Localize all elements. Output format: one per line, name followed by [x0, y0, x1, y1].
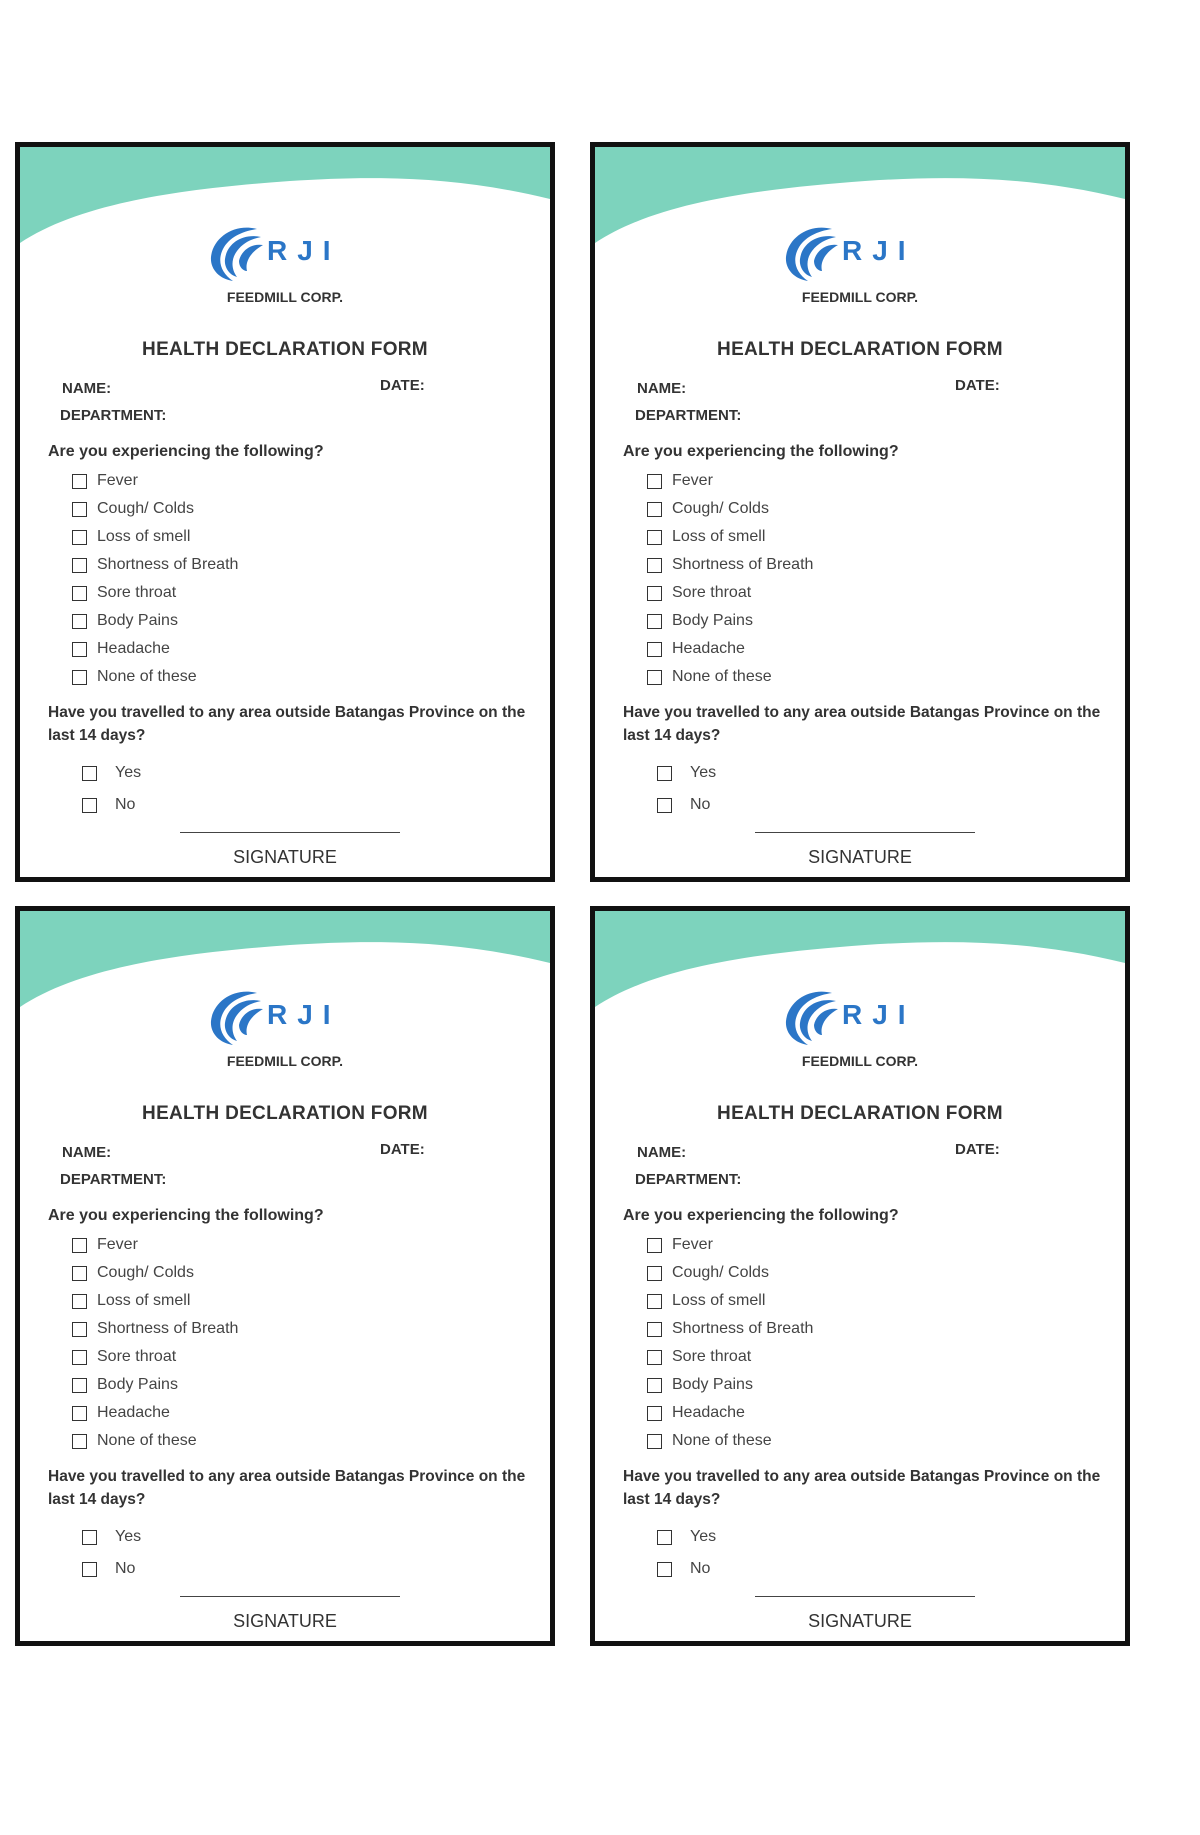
checkbox[interactable] [82, 1530, 97, 1545]
answer-label: No [115, 1560, 136, 1577]
symptom-item[interactable] [647, 1231, 813, 1259]
department-label: DEPARTMENT: [60, 407, 167, 424]
symptom-item[interactable] [72, 523, 238, 551]
symptom-item[interactable] [647, 579, 813, 607]
symptom-list [647, 467, 813, 691]
date-label: DATE: [380, 1141, 425, 1158]
symptom-label: Sore throat [672, 1348, 752, 1365]
checkbox[interactable] [72, 1378, 87, 1393]
symptom-label: Fever [672, 1236, 713, 1253]
symptom-label: Body Pains [97, 612, 178, 629]
symptom-item[interactable] [72, 551, 238, 579]
checkbox[interactable] [647, 1434, 662, 1449]
symptom-label: Body Pains [672, 1376, 753, 1393]
checkbox[interactable] [647, 1322, 662, 1337]
symptom-label: Headache [672, 640, 745, 657]
company-name: FEEDMILL CORP. [801, 289, 919, 305]
symptom-label: None of these [97, 1432, 197, 1449]
symptom-item[interactable] [72, 1287, 238, 1315]
checkbox[interactable] [647, 1378, 662, 1393]
symptoms-question: Are you experiencing the following? [48, 443, 324, 460]
checkbox[interactable] [72, 1434, 87, 1449]
signature-label: SIGNATURE [808, 1611, 912, 1631]
name-label: NAME: [62, 380, 112, 397]
symptom-item[interactable] [647, 1315, 813, 1343]
checkbox[interactable] [72, 558, 87, 573]
symptom-label: Cough/ Colds [97, 1264, 194, 1281]
symptom-item[interactable] [72, 1315, 238, 1343]
answer-label: Yes [115, 764, 142, 781]
symptom-label: Headache [97, 640, 170, 657]
checkbox[interactable] [72, 530, 87, 545]
travel-answers [657, 757, 716, 821]
checkbox[interactable] [72, 614, 87, 629]
checkbox[interactable] [647, 1238, 662, 1253]
checkbox[interactable] [82, 1562, 97, 1577]
answer-no[interactable] [82, 789, 141, 821]
symptom-label: Body Pains [672, 612, 753, 629]
checkbox[interactable] [72, 1266, 87, 1281]
symptom-label: Shortness of Breath [97, 556, 239, 573]
form-title: HEALTH DECLARATION FORM [717, 339, 1003, 360]
symptom-label: Headache [97, 1404, 170, 1421]
travel-question: Have you travelled to any area outside Batangas Province on the last 14 days? [48, 1468, 526, 1508]
health-declaration-card [590, 142, 1130, 882]
signature-label: SIGNATURE [233, 1611, 337, 1631]
checkbox[interactable] [72, 1406, 87, 1421]
signature-label: SIGNATURE [233, 847, 337, 867]
symptom-item[interactable] [72, 635, 238, 663]
name-label: NAME: [62, 1144, 112, 1161]
answer-label: No [115, 796, 136, 813]
symptom-item[interactable] [72, 1399, 238, 1427]
signature-label: SIGNATURE [808, 847, 912, 867]
logo-swirl-icon [780, 221, 840, 285]
health-declaration-card [15, 906, 555, 1646]
department-label: DEPARTMENT: [635, 1171, 742, 1188]
symptom-item[interactable] [647, 523, 813, 551]
checkbox[interactable] [82, 798, 97, 813]
symptom-label: None of these [672, 1432, 772, 1449]
symptom-item[interactable] [647, 495, 813, 523]
date-label: DATE: [380, 377, 425, 394]
answer-label: No [690, 796, 711, 813]
symptom-item[interactable] [647, 663, 813, 691]
symptom-item[interactable] [647, 467, 813, 495]
symptom-item[interactable] [72, 663, 238, 691]
symptom-label: Fever [97, 1236, 138, 1253]
answer-yes[interactable] [82, 1521, 141, 1553]
checkbox[interactable] [647, 1266, 662, 1281]
date-label: DATE: [955, 377, 1000, 394]
symptom-list [72, 1231, 238, 1455]
checkbox[interactable] [72, 642, 87, 657]
name-label: NAME: [637, 380, 687, 397]
company-name: FEEDMILL CORP. [801, 1053, 919, 1069]
symptoms-question: Are you experiencing the following? [623, 443, 899, 460]
answer-yes[interactable] [657, 1521, 716, 1553]
logo-text: RJI [842, 999, 916, 1030]
checkbox[interactable] [72, 586, 87, 601]
checkbox[interactable] [72, 1238, 87, 1253]
symptom-item[interactable] [72, 579, 238, 607]
checkbox[interactable] [647, 1294, 662, 1309]
symptom-label: Loss of smell [97, 528, 191, 545]
checkbox[interactable] [647, 614, 662, 629]
checkbox[interactable] [72, 1294, 87, 1309]
checkbox[interactable] [647, 670, 662, 685]
symptom-list [72, 467, 238, 691]
symptom-list [647, 1231, 813, 1455]
symptoms-question: Are you experiencing the following? [48, 1207, 324, 1224]
department-label: DEPARTMENT: [60, 1171, 167, 1188]
signature-line [755, 832, 975, 833]
health-declaration-card [590, 906, 1130, 1646]
symptom-label: Sore throat [672, 584, 752, 601]
answer-yes[interactable] [657, 757, 716, 789]
symptom-label: Shortness of Breath [672, 556, 814, 573]
checkbox[interactable] [647, 642, 662, 657]
symptom-label: Sore throat [97, 584, 177, 601]
symptom-label: Fever [672, 472, 713, 489]
symptom-item[interactable] [647, 1287, 813, 1315]
symptom-item[interactable] [647, 607, 813, 635]
answer-label: No [690, 1560, 711, 1577]
checkbox[interactable] [647, 1350, 662, 1365]
logo-text: RJI [267, 235, 341, 266]
answer-no[interactable] [657, 1553, 716, 1585]
checkbox[interactable] [647, 1406, 662, 1421]
symptom-item[interactable] [72, 1231, 238, 1259]
checkbox[interactable] [647, 586, 662, 601]
symptom-label: Shortness of Breath [672, 1320, 814, 1337]
symptom-item[interactable] [72, 467, 238, 495]
signature-line [755, 1596, 975, 1597]
symptom-label: Cough/ Colds [672, 500, 769, 517]
checkbox[interactable] [72, 1350, 87, 1365]
checkbox[interactable] [657, 1530, 672, 1545]
answer-yes[interactable] [82, 757, 141, 789]
logo-text: RJI [842, 235, 916, 266]
symptom-item[interactable] [647, 1343, 813, 1371]
checkbox[interactable] [657, 1562, 672, 1577]
signature-line [180, 832, 400, 833]
checkbox[interactable] [82, 766, 97, 781]
symptom-label: None of these [672, 668, 772, 685]
checkbox[interactable] [72, 474, 87, 489]
checkbox[interactable] [647, 474, 662, 489]
travel-question: Have you travelled to any area outside Batangas Province on the last 14 days? [623, 1468, 1101, 1508]
checkbox[interactable] [72, 502, 87, 517]
company-name: FEEDMILL CORP. [226, 289, 344, 305]
logo-text: RJI [267, 999, 341, 1030]
symptom-label: Body Pains [97, 1376, 178, 1393]
symptoms-question: Are you experiencing the following? [623, 1207, 899, 1224]
form-title: HEALTH DECLARATION FORM [717, 1103, 1003, 1124]
answer-no[interactable] [82, 1553, 141, 1585]
answer-label: Yes [115, 1528, 142, 1545]
travel-question: Have you travelled to any area outside Batangas Province on the last 14 days? [48, 704, 526, 744]
symptom-item[interactable] [647, 635, 813, 663]
form-title: HEALTH DECLARATION FORM [142, 339, 428, 360]
symptom-item[interactable] [647, 1259, 813, 1287]
symptom-item[interactable] [647, 1399, 813, 1427]
symptom-item[interactable] [647, 1427, 813, 1455]
symptom-item[interactable] [72, 1343, 238, 1371]
logo-swirl-icon [205, 221, 265, 285]
company-logo [205, 985, 365, 1049]
health-declaration-card [15, 142, 555, 882]
symptom-label: Cough/ Colds [97, 500, 194, 517]
answer-label: Yes [690, 1528, 717, 1545]
travel-answers [82, 1521, 141, 1585]
symptom-item[interactable] [72, 495, 238, 523]
signature-line [180, 1596, 400, 1597]
symptom-item[interactable] [647, 1371, 813, 1399]
symptom-label: Loss of smell [672, 1292, 766, 1309]
symptom-label: Loss of smell [97, 1292, 191, 1309]
travel-answers [657, 1521, 716, 1585]
logo-swirl-icon [780, 985, 840, 1049]
symptom-label: Sore throat [97, 1348, 177, 1365]
symptom-item[interactable] [647, 551, 813, 579]
department-label: DEPARTMENT: [635, 407, 742, 424]
symptom-item[interactable] [72, 1371, 238, 1399]
answer-label: Yes [690, 764, 717, 781]
travel-question: Have you travelled to any area outside Batangas Province on the last 14 days? [623, 704, 1101, 744]
company-name: FEEDMILL CORP. [226, 1053, 344, 1069]
checkbox[interactable] [72, 670, 87, 685]
company-logo [205, 221, 365, 285]
symptom-label: Loss of smell [672, 528, 766, 545]
form-title: HEALTH DECLARATION FORM [142, 1103, 428, 1124]
checkbox[interactable] [647, 558, 662, 573]
symptom-item[interactable] [72, 607, 238, 635]
logo-swirl-icon [205, 985, 265, 1049]
symptom-label: Fever [97, 472, 138, 489]
checkbox[interactable] [657, 798, 672, 813]
symptom-item[interactable] [72, 1259, 238, 1287]
answer-no[interactable] [657, 789, 716, 821]
company-logo [780, 985, 940, 1049]
travel-answers [82, 757, 141, 821]
name-label: NAME: [637, 1144, 687, 1161]
symptom-label: Headache [672, 1404, 745, 1421]
checkbox[interactable] [72, 1322, 87, 1337]
symptom-label: Shortness of Breath [97, 1320, 239, 1337]
checkbox[interactable] [657, 766, 672, 781]
checkbox[interactable] [647, 530, 662, 545]
date-label: DATE: [955, 1141, 1000, 1158]
symptom-item[interactable] [72, 1427, 238, 1455]
company-logo [780, 221, 940, 285]
symptom-label: None of these [97, 668, 197, 685]
symptom-label: Cough/ Colds [672, 1264, 769, 1281]
checkbox[interactable] [647, 502, 662, 517]
